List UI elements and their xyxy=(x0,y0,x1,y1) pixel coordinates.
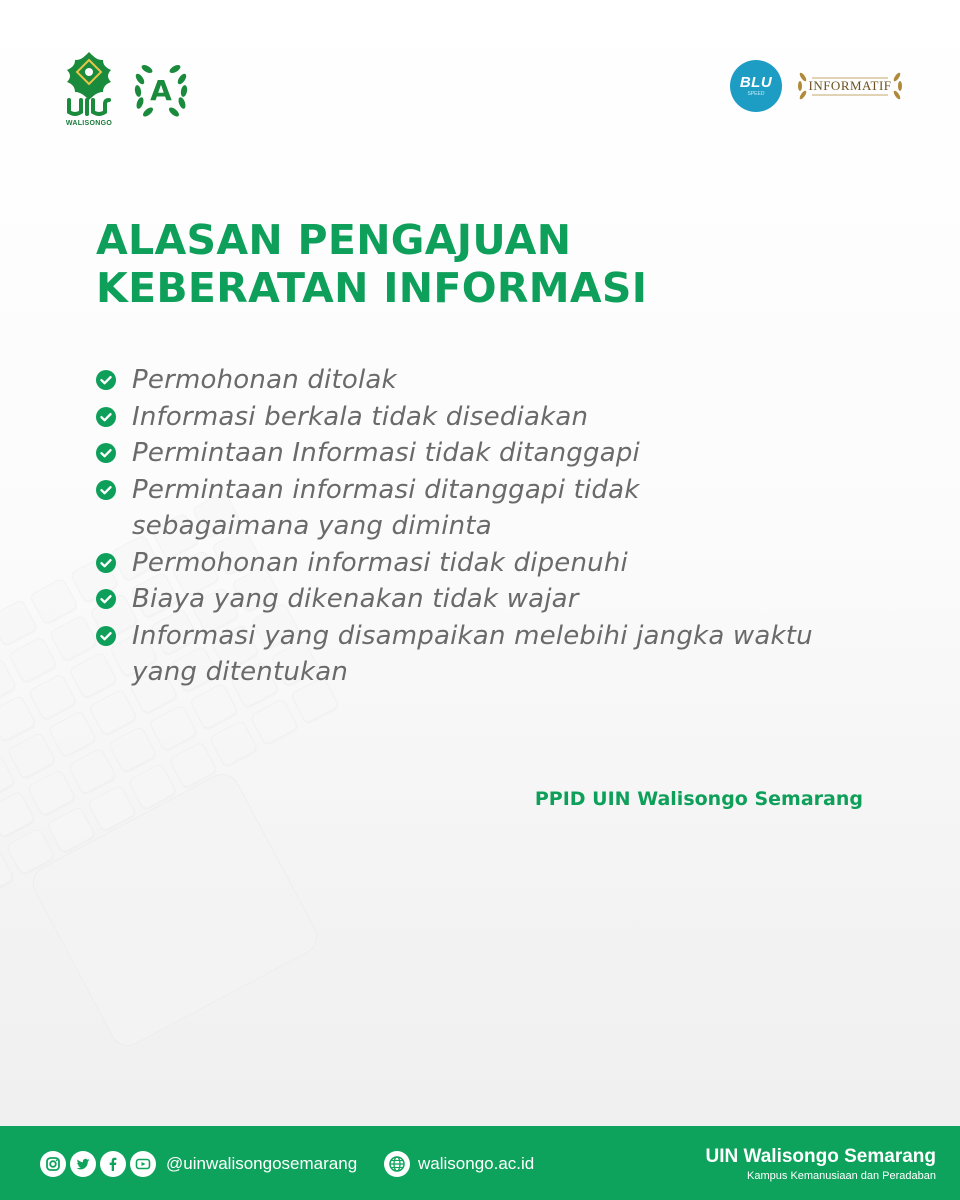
check-circle-icon xyxy=(96,370,116,390)
blu-logo-text: BLU xyxy=(739,74,773,91)
accreditation-letter: A xyxy=(150,74,172,107)
list-item xyxy=(96,362,856,399)
list-item xyxy=(96,618,856,691)
list-item xyxy=(96,581,856,618)
list-item xyxy=(96,435,856,472)
social-handle[interactable]: @uinwalisongosemarang xyxy=(166,1154,358,1173)
reason-text: Biaya yang dikenakan tidak wajar xyxy=(132,584,579,614)
footer-bar xyxy=(0,1126,960,1200)
social-links xyxy=(40,1151,357,1177)
header-left-logos xyxy=(60,50,194,130)
check-circle-icon xyxy=(96,407,116,427)
website-text: walisongo.ac.id xyxy=(418,1154,535,1173)
footer-brand-name: UIN Walisongo Semarang xyxy=(705,1146,936,1167)
check-circle-icon xyxy=(96,626,116,646)
youtube-icon[interactable] xyxy=(130,1151,156,1177)
globe-icon xyxy=(384,1151,410,1177)
blu-logo xyxy=(730,60,782,112)
title-line-2: KEBERATAN INFORMASI xyxy=(96,264,648,312)
accreditation-a-logo xyxy=(128,57,194,123)
list-item xyxy=(96,545,856,582)
reason-text: Informasi yang disampaikan melebihi jangka waktu yang ditentukan xyxy=(132,620,813,687)
blu-logo-subtext: SPEED xyxy=(747,91,765,97)
signature: PPID UIN Walisongo Semarang xyxy=(534,788,863,810)
check-circle-icon xyxy=(96,443,116,463)
uin-logo-text: WALISONGO xyxy=(65,120,113,127)
reasons-list xyxy=(96,362,856,691)
footer-brand-tagline: Kampus Kemanusiaan dan Peradaban xyxy=(747,1170,936,1182)
instagram-icon[interactable] xyxy=(40,1151,66,1177)
informatif-logo xyxy=(794,66,906,106)
website-link[interactable] xyxy=(384,1151,534,1177)
page-title xyxy=(96,216,647,312)
check-circle-icon xyxy=(96,553,116,573)
reason-text: Informasi berkala tidak disediakan xyxy=(132,401,589,432)
title-line-1: ALASAN PENGAJUAN xyxy=(96,216,572,264)
twitter-icon[interactable] xyxy=(70,1151,96,1177)
footer-brand xyxy=(706,1146,937,1184)
facebook-icon[interactable] xyxy=(100,1151,126,1177)
check-circle-icon xyxy=(96,589,116,609)
reason-text: Permohonan informasi tidak dipenuhi xyxy=(132,547,628,578)
header-right-logos xyxy=(730,60,906,112)
informatif-text: INFORMATIF xyxy=(808,78,892,93)
reason-text: Permintaan Informasi tidak ditanggapi xyxy=(132,438,640,468)
uin-emblem-icon xyxy=(61,50,117,118)
list-item xyxy=(96,399,856,436)
reason-text: Permohonan ditolak xyxy=(132,365,397,395)
reason-text: Permintaan informasi ditanggapi tidak sebagaimana yang diminta xyxy=(132,474,640,541)
uin-walisongo-logo xyxy=(60,50,118,130)
check-circle-icon xyxy=(96,480,116,500)
list-item xyxy=(96,472,856,545)
